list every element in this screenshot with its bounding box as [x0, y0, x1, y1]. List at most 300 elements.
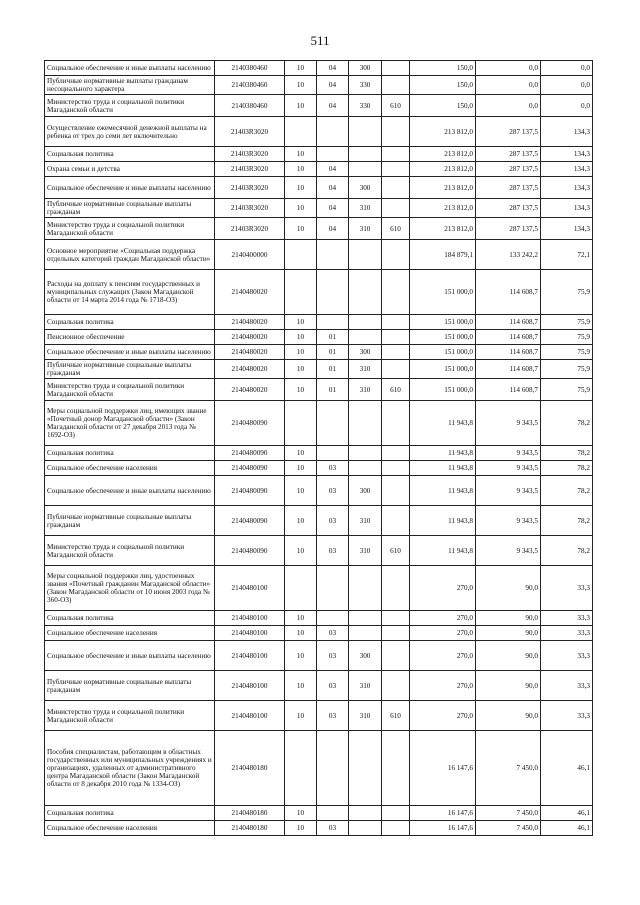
row-name-cell: Меры социальной поддержки лиц, удостоенных звания «Почетный гражданин Магаданской области» (Закон Магаданской области от 10 июня 2003 года № 360-ОЗ) [45, 566, 215, 611]
execution-percent-cell: 78,2 [541, 506, 593, 536]
table-row [45, 731, 593, 806]
subsection-code-cell: 04 [317, 61, 349, 76]
planned-amount-cell: 213 812,0 [410, 162, 476, 177]
section-code-cell: 10 [285, 76, 317, 95]
expense-type-cell [349, 270, 382, 315]
executed-amount-cell: 90,0 [476, 611, 541, 626]
execution-percent-cell: 134,3 [541, 218, 593, 240]
expense-type-cell: 330 [349, 76, 382, 95]
section-code-cell: 10 [285, 821, 317, 836]
execution-percent-cell: 134,3 [541, 177, 593, 199]
table-row [45, 671, 593, 701]
table-row [45, 536, 593, 566]
planned-amount-cell: 11 943,8 [410, 446, 476, 461]
admin-code-cell [382, 731, 410, 806]
row-name-cell: Пособия специалистам, работающим в областных государственных или муниципальных учреждениях и организациях, удаленных от административного центра Магаданской области (Закон Магаданской области от 8 декабря 2010 года № 1334-ОЗ) [45, 731, 215, 806]
target-code-cell: 2140480100 [215, 626, 285, 641]
execution-percent-cell: 78,2 [541, 536, 593, 566]
row-name-cell: Социальное обеспечение населения [45, 821, 215, 836]
target-code-cell: 2140480020 [215, 270, 285, 315]
expense-type-cell [349, 821, 382, 836]
section-code-cell: 10 [285, 177, 317, 199]
execution-percent-cell: 134,3 [541, 162, 593, 177]
execution-percent-cell: 0,0 [541, 61, 593, 76]
section-code-cell [285, 117, 317, 147]
executed-amount-cell: 114 608,7 [476, 330, 541, 345]
row-name-cell: Публичные нормативные социальные выплаты гражданам [45, 199, 215, 218]
execution-percent-cell: 46,1 [541, 821, 593, 836]
planned-amount-cell: 151 000,0 [410, 379, 476, 401]
section-code-cell: 10 [285, 671, 317, 701]
target-code-cell: 2140480090 [215, 446, 285, 461]
planned-amount-cell: 151 000,0 [410, 330, 476, 345]
expense-type-cell [349, 566, 382, 611]
target-code-cell: 2140480090 [215, 401, 285, 446]
subsection-code-cell [317, 117, 349, 147]
executed-amount-cell: 0,0 [476, 76, 541, 95]
executed-amount-cell: 114 608,7 [476, 315, 541, 330]
page-number: 511 [310, 33, 330, 48]
planned-amount-cell: 16 147,6 [410, 806, 476, 821]
subsection-code-cell [317, 611, 349, 626]
execution-percent-cell: 75,9 [541, 315, 593, 330]
admin-code-cell [382, 199, 410, 218]
subsection-code-cell [317, 731, 349, 806]
target-code-cell: 2140480100 [215, 566, 285, 611]
planned-amount-cell: 11 943,8 [410, 536, 476, 566]
execution-percent-cell: 33,3 [541, 671, 593, 701]
target-code-cell: 2140480100 [215, 671, 285, 701]
planned-amount-cell: 213 812,0 [410, 117, 476, 147]
subsection-code-cell [317, 566, 349, 611]
expense-type-cell: 310 [349, 360, 382, 379]
expense-type-cell [349, 117, 382, 147]
admin-code-cell [382, 240, 410, 270]
executed-amount-cell: 9 343,5 [476, 536, 541, 566]
expense-type-cell: 300 [349, 476, 382, 506]
row-name-cell: Министерство труда и социальной политики Магаданской области [45, 218, 215, 240]
target-code-cell: 2140480090 [215, 536, 285, 566]
table-row [45, 95, 593, 117]
execution-percent-cell: 75,9 [541, 345, 593, 360]
executed-amount-cell: 90,0 [476, 641, 541, 671]
expense-type-cell: 310 [349, 701, 382, 731]
target-code-cell: 2140480100 [215, 641, 285, 671]
table-row [45, 446, 593, 461]
expense-type-cell [349, 147, 382, 162]
admin-code-cell [382, 345, 410, 360]
target-code-cell: 2140480020 [215, 360, 285, 379]
table-row [45, 566, 593, 611]
admin-code-cell: 610 [382, 701, 410, 731]
row-name-cell: Социальная политика [45, 315, 215, 330]
row-name-cell: Социальное обеспечение и иные выплаты населению [45, 345, 215, 360]
section-code-cell: 10 [285, 536, 317, 566]
executed-amount-cell: 287 137,5 [476, 117, 541, 147]
admin-code-cell [382, 821, 410, 836]
subsection-code-cell [317, 315, 349, 330]
table-row [45, 177, 593, 199]
expense-type-cell [349, 806, 382, 821]
section-code-cell [285, 240, 317, 270]
target-code-cell: 2140480180 [215, 731, 285, 806]
planned-amount-cell: 150,0 [410, 61, 476, 76]
executed-amount-cell: 114 608,7 [476, 379, 541, 401]
planned-amount-cell: 270,0 [410, 671, 476, 701]
section-code-cell: 10 [285, 806, 317, 821]
target-code-cell: 2140480180 [215, 821, 285, 836]
target-code-cell: 2140480180 [215, 806, 285, 821]
expense-type-cell: 310 [349, 506, 382, 536]
subsection-code-cell: 03 [317, 821, 349, 836]
admin-code-cell [382, 177, 410, 199]
target-code-cell: 21403R3020 [215, 117, 285, 147]
subsection-code-cell: 03 [317, 671, 349, 701]
target-code-cell: 2140480100 [215, 611, 285, 626]
execution-percent-cell: 78,2 [541, 461, 593, 476]
row-name-cell: Социальная политика [45, 147, 215, 162]
executed-amount-cell: 114 608,7 [476, 270, 541, 315]
section-code-cell [285, 270, 317, 315]
section-code-cell: 10 [285, 218, 317, 240]
section-code-cell: 10 [285, 162, 317, 177]
target-code-cell: 2140380460 [215, 95, 285, 117]
expense-type-cell [349, 611, 382, 626]
admin-code-cell [382, 270, 410, 315]
row-name-cell: Социальное обеспечение населения [45, 626, 215, 641]
execution-percent-cell: 46,1 [541, 731, 593, 806]
executed-amount-cell: 114 608,7 [476, 345, 541, 360]
expense-type-cell: 310 [349, 536, 382, 566]
row-name-cell: Социальное обеспечение и иные выплаты населению [45, 641, 215, 671]
table-row [45, 270, 593, 315]
subsection-code-cell: 03 [317, 506, 349, 536]
subsection-code-cell: 04 [317, 199, 349, 218]
expense-type-cell: 300 [349, 641, 382, 671]
target-code-cell: 2140400000 [215, 240, 285, 270]
row-name-cell: Социальная политика [45, 446, 215, 461]
target-code-cell: 21403R3020 [215, 147, 285, 162]
subsection-code-cell: 03 [317, 461, 349, 476]
admin-code-cell [382, 566, 410, 611]
target-code-cell: 2140480090 [215, 476, 285, 506]
table-row [45, 117, 593, 147]
executed-amount-cell: 9 343,5 [476, 506, 541, 536]
section-code-cell: 10 [285, 626, 317, 641]
target-code-cell: 2140380460 [215, 76, 285, 95]
section-code-cell: 10 [285, 379, 317, 401]
subsection-code-cell: 04 [317, 76, 349, 95]
admin-code-cell [382, 330, 410, 345]
expense-type-cell [349, 315, 382, 330]
executed-amount-cell: 9 343,5 [476, 476, 541, 506]
execution-percent-cell: 75,9 [541, 330, 593, 345]
execution-percent-cell: 33,3 [541, 641, 593, 671]
target-code-cell: 2140380460 [215, 61, 285, 76]
subsection-code-cell: 01 [317, 360, 349, 379]
table-row [45, 461, 593, 476]
target-code-cell: 21403R3020 [215, 177, 285, 199]
expense-type-cell [349, 401, 382, 446]
section-code-cell: 10 [285, 360, 317, 379]
execution-percent-cell: 78,2 [541, 476, 593, 506]
table-row [45, 218, 593, 240]
row-name-cell: Расходы на доплату к пенсиям государственных и муниципальных служащих (Закон Магаданской области от 14 марта 2014 года № 1718-ОЗ) [45, 270, 215, 315]
section-code-cell: 10 [285, 476, 317, 506]
expense-type-cell: 300 [349, 177, 382, 199]
execution-percent-cell: 75,9 [541, 360, 593, 379]
executed-amount-cell: 287 137,5 [476, 177, 541, 199]
subsection-code-cell: 04 [317, 162, 349, 177]
subsection-code-cell: 01 [317, 345, 349, 360]
row-name-cell: Социальная политика [45, 611, 215, 626]
execution-percent-cell: 33,3 [541, 701, 593, 731]
section-code-cell: 10 [285, 95, 317, 117]
row-name-cell: Социальное обеспечение населения [45, 461, 215, 476]
target-code-cell: 2140480020 [215, 315, 285, 330]
planned-amount-cell: 11 943,8 [410, 461, 476, 476]
section-code-cell: 10 [285, 330, 317, 345]
admin-code-cell [382, 162, 410, 177]
row-name-cell: Публичные нормативные социальные выплаты гражданам [45, 506, 215, 536]
row-name-cell: Министерство труда и социальной политики Магаданской области [45, 701, 215, 731]
row-name-cell: Социальное обеспечение и иные выплаты населению [45, 476, 215, 506]
admin-code-cell [382, 446, 410, 461]
table-row [45, 476, 593, 506]
executed-amount-cell: 287 137,5 [476, 199, 541, 218]
execution-percent-cell: 0,0 [541, 95, 593, 117]
planned-amount-cell: 213 812,0 [410, 177, 476, 199]
admin-code-cell [382, 61, 410, 76]
planned-amount-cell: 270,0 [410, 566, 476, 611]
expense-type-cell [349, 626, 382, 641]
admin-code-cell [382, 117, 410, 147]
subsection-code-cell: 03 [317, 626, 349, 641]
planned-amount-cell: 213 812,0 [410, 147, 476, 162]
section-code-cell: 10 [285, 315, 317, 330]
subsection-code-cell: 03 [317, 641, 349, 671]
expense-type-cell [349, 731, 382, 806]
admin-code-cell [382, 360, 410, 379]
admin-code-cell: 610 [382, 536, 410, 566]
section-code-cell [285, 731, 317, 806]
subsection-code-cell: 01 [317, 379, 349, 401]
row-name-cell: Министерство труда и социальной политики Магаданской области [45, 536, 215, 566]
table-row [45, 76, 593, 95]
admin-code-cell [382, 806, 410, 821]
expense-type-cell: 310 [349, 379, 382, 401]
execution-percent-cell: 78,2 [541, 446, 593, 461]
table-row [45, 330, 593, 345]
expense-type-cell: 310 [349, 218, 382, 240]
execution-percent-cell: 72,1 [541, 240, 593, 270]
subsection-code-cell: 04 [317, 95, 349, 117]
table-row [45, 379, 593, 401]
execution-percent-cell: 78,2 [541, 401, 593, 446]
target-code-cell: 21403R3020 [215, 162, 285, 177]
planned-amount-cell: 270,0 [410, 611, 476, 626]
target-code-cell: 2140480090 [215, 461, 285, 476]
admin-code-cell [382, 641, 410, 671]
row-name-cell: Меры социальной поддержки лиц, имеющих звание «Почетный донор Магаданской области» (Закон Магаданской области от 27 декабря 2013 года № 1692-ОЗ) [45, 401, 215, 446]
admin-code-cell [382, 147, 410, 162]
executed-amount-cell: 287 137,5 [476, 162, 541, 177]
planned-amount-cell: 184 879,1 [410, 240, 476, 270]
table-row [45, 611, 593, 626]
subsection-code-cell: 03 [317, 476, 349, 506]
table-row [45, 626, 593, 641]
planned-amount-cell: 11 943,8 [410, 476, 476, 506]
expense-type-cell [349, 446, 382, 461]
expense-type-cell: 310 [349, 671, 382, 701]
subsection-code-cell [317, 401, 349, 446]
table-row [45, 315, 593, 330]
subsection-code-cell: 01 [317, 330, 349, 345]
row-name-cell: Публичные нормативные выплаты гражданам несоциального характера [45, 76, 215, 95]
executed-amount-cell: 90,0 [476, 671, 541, 701]
expense-type-cell [349, 162, 382, 177]
table-row [45, 360, 593, 379]
row-name-cell: Социальная политика [45, 806, 215, 821]
executed-amount-cell: 9 343,5 [476, 401, 541, 446]
executed-amount-cell: 0,0 [476, 61, 541, 76]
section-code-cell: 10 [285, 611, 317, 626]
planned-amount-cell: 150,0 [410, 95, 476, 117]
executed-amount-cell: 9 343,5 [476, 461, 541, 476]
target-code-cell: 2140480090 [215, 506, 285, 536]
expense-type-cell: 300 [349, 345, 382, 360]
planned-amount-cell: 151 000,0 [410, 345, 476, 360]
execution-percent-cell: 75,9 [541, 379, 593, 401]
subsection-code-cell: 03 [317, 536, 349, 566]
target-code-cell: 2140480020 [215, 330, 285, 345]
executed-amount-cell: 9 343,5 [476, 446, 541, 461]
budget-table [44, 60, 593, 836]
execution-percent-cell: 134,3 [541, 117, 593, 147]
executed-amount-cell: 90,0 [476, 701, 541, 731]
target-code-cell: 2140480100 [215, 701, 285, 731]
table-row [45, 162, 593, 177]
planned-amount-cell: 150,0 [410, 76, 476, 95]
row-name-cell: Осуществление ежемесячной денежной выплаты на ребенка от трех до семи лет включительно [45, 117, 215, 147]
executed-amount-cell: 90,0 [476, 566, 541, 611]
admin-code-cell: 610 [382, 95, 410, 117]
executed-amount-cell: 7 450,0 [476, 821, 541, 836]
row-name-cell: Публичные нормативные социальные выплаты гражданам [45, 360, 215, 379]
executed-amount-cell: 287 137,5 [476, 218, 541, 240]
row-name-cell: Министерство труда и социальной политики Магаданской области [45, 379, 215, 401]
table-row [45, 506, 593, 536]
planned-amount-cell: 213 812,0 [410, 218, 476, 240]
target-code-cell: 2140480020 [215, 345, 285, 360]
planned-amount-cell: 270,0 [410, 626, 476, 641]
table-row [45, 641, 593, 671]
row-name-cell: Публичные нормативные социальные выплаты гражданам [45, 671, 215, 701]
target-code-cell: 21403R3020 [215, 199, 285, 218]
planned-amount-cell: 151 000,0 [410, 360, 476, 379]
execution-percent-cell: 134,3 [541, 147, 593, 162]
subsection-code-cell [317, 240, 349, 270]
executed-amount-cell: 114 608,7 [476, 360, 541, 379]
execution-percent-cell: 46,1 [541, 806, 593, 821]
table-row [45, 401, 593, 446]
subsection-code-cell [317, 446, 349, 461]
section-code-cell [285, 401, 317, 446]
planned-amount-cell: 16 147,6 [410, 821, 476, 836]
table-row [45, 199, 593, 218]
planned-amount-cell: 213 812,0 [410, 199, 476, 218]
table-row [45, 345, 593, 360]
admin-code-cell [382, 476, 410, 506]
admin-code-cell [382, 626, 410, 641]
executed-amount-cell: 287 137,5 [476, 147, 541, 162]
subsection-code-cell: 04 [317, 177, 349, 199]
row-name-cell: Основное мероприятие «Социальная поддержка отдельных категорий граждан Магаданской области» [45, 240, 215, 270]
executed-amount-cell: 7 450,0 [476, 731, 541, 806]
row-name-cell: Министерство труда и социальной политики Магаданской области [45, 95, 215, 117]
section-code-cell: 10 [285, 461, 317, 476]
section-code-cell: 10 [285, 61, 317, 76]
execution-percent-cell: 134,3 [541, 199, 593, 218]
section-code-cell: 10 [285, 147, 317, 162]
section-code-cell: 10 [285, 506, 317, 536]
subsection-code-cell [317, 270, 349, 315]
admin-code-cell [382, 461, 410, 476]
row-name-cell: Пенсионное обеспечение [45, 330, 215, 345]
admin-code-cell [382, 76, 410, 95]
section-code-cell: 10 [285, 199, 317, 218]
table-row [45, 240, 593, 270]
execution-percent-cell: 33,3 [541, 626, 593, 641]
planned-amount-cell: 16 147,6 [410, 731, 476, 806]
section-code-cell: 10 [285, 345, 317, 360]
executed-amount-cell: 0,0 [476, 95, 541, 117]
target-code-cell: 21403R3020 [215, 218, 285, 240]
subsection-code-cell [317, 147, 349, 162]
execution-percent-cell: 75,9 [541, 270, 593, 315]
section-code-cell [285, 566, 317, 611]
execution-percent-cell: 33,3 [541, 611, 593, 626]
planned-amount-cell: 151 000,0 [410, 315, 476, 330]
target-code-cell: 2140480020 [215, 379, 285, 401]
planned-amount-cell: 270,0 [410, 701, 476, 731]
table-row [45, 821, 593, 836]
subsection-code-cell: 04 [317, 218, 349, 240]
admin-code-cell [382, 315, 410, 330]
planned-amount-cell: 270,0 [410, 641, 476, 671]
admin-code-cell [382, 506, 410, 536]
section-code-cell: 10 [285, 701, 317, 731]
expense-type-cell [349, 330, 382, 345]
section-code-cell: 10 [285, 641, 317, 671]
admin-code-cell: 610 [382, 218, 410, 240]
expense-type-cell [349, 240, 382, 270]
planned-amount-cell: 151 000,0 [410, 270, 476, 315]
executed-amount-cell: 7 450,0 [476, 806, 541, 821]
section-code-cell: 10 [285, 446, 317, 461]
row-name-cell: Социальное обеспечение и иные выплаты населению [45, 177, 215, 199]
admin-code-cell [382, 401, 410, 446]
planned-amount-cell: 11 943,8 [410, 401, 476, 446]
planned-amount-cell: 11 943,8 [410, 506, 476, 536]
subsection-code-cell [317, 806, 349, 821]
table-row [45, 61, 593, 76]
expense-type-cell [349, 461, 382, 476]
execution-percent-cell: 0,0 [541, 76, 593, 95]
expense-type-cell: 310 [349, 199, 382, 218]
row-name-cell: Социальное обеспечение и иные выплаты населению [45, 61, 215, 76]
table-row [45, 147, 593, 162]
